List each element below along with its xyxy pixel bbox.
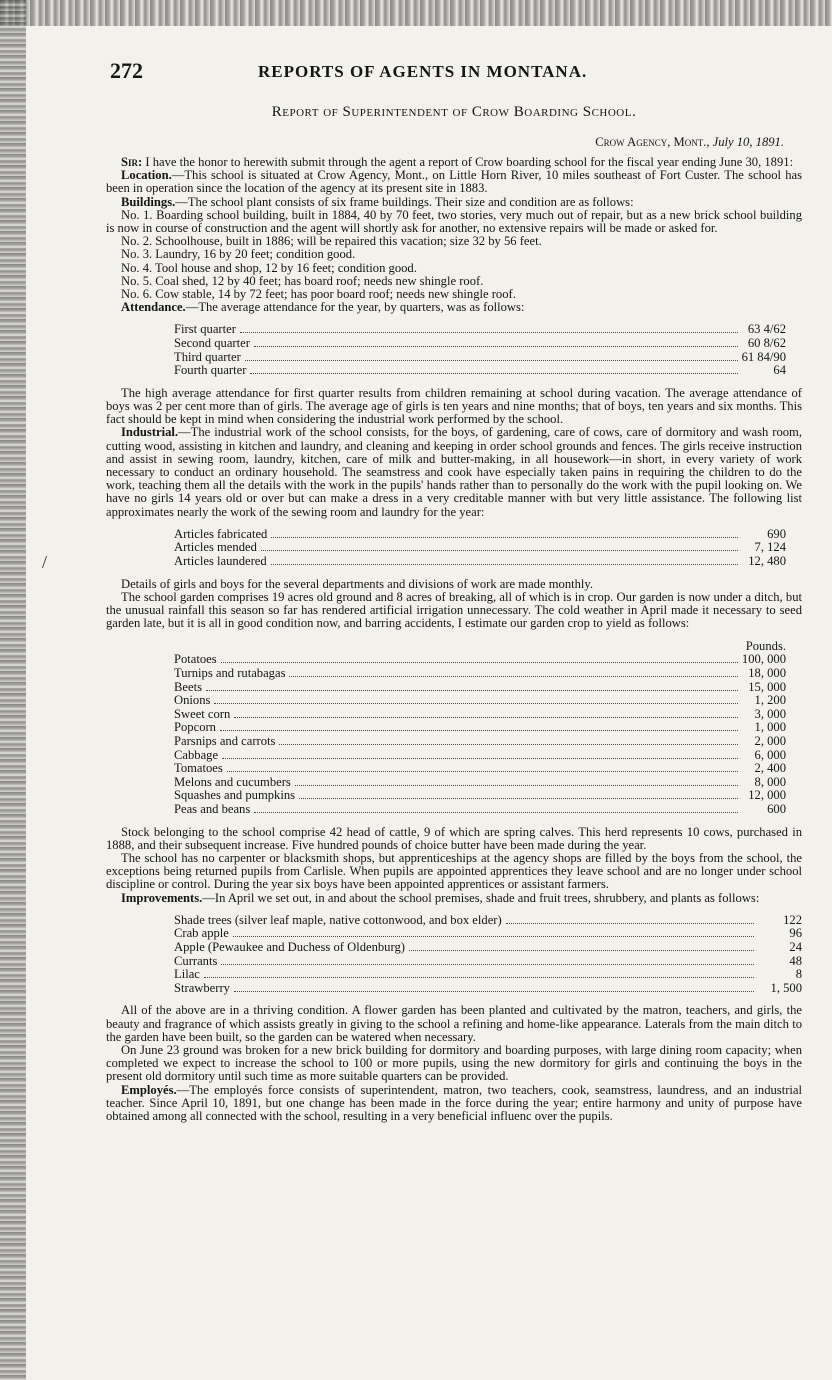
table-row: Parsnips and carrots 2, 000 [174,734,786,748]
location-heading: Location. [121,168,172,183]
unit-label: Pounds. [745,639,786,654]
attendance-notes: The high average attendance for first quarter results from children remaining at school during vacation. The average attendance of boys was 2 per cent more than of girls. The average age of girls is ten years and nine months; that of boys, ten years and six months. This fact should be kept in mind when considering the industrial work performed by the school. [106,385,802,427]
table-row: Tomatoes 2, 400 [174,761,786,776]
table-row: Popcorn 1, 000 [174,720,786,735]
scan-top-edge [0,0,832,26]
employes-paragraph: Employés.—The employés force consists of superintendent, matron, two teachers, cook, seamstress, laundress, and an industrial teacher. Since April 10, 1891, but one change has been made in the force during the year; entire harmony and unity of purpose have obtained among all connected with the school, resulting in a very beneficial influenc over the pupils. [106,1082,802,1123]
list-item: No. 2. Schoolhouse, built in 1886; will be repaired this vacation; size 32 by 56 feet. [121,234,542,249]
table-row: Turnips and rutabagas 18, 000 [174,666,786,681]
table-row: Peas and beans 600 [174,801,786,816]
table-row: First quarter 63 4/62 [174,322,786,337]
table-row: Articles fabricated 690 [174,526,786,541]
thriving-paragraph: All of the above are in a thriving condition. A flower garden has been planted and cultivated by the matron, teachers, and girls, the beauty and fragrance of which assists greatly in giving to the school a refining and home-like appearance. Laterals from the main ditch to the garden have been built, so the garden can be watered when necessary. [106,1003,802,1044]
intro-paragraph: Sir: I have the honor to herewith submit through the agent a report of Crow boarding school for the fiscal year ending June 30, 1891: [121,155,794,169]
margin-mark: / [42,552,48,572]
shops-paragraph: The school has no carpenter or blacksmith shops, but apprenticeships at the agency shops are filled by the boys from the school, the exceptions being returned pupils from Carlisle. When pupils are appointed apprentices they leave school and are no longer under school discipline or control. During the year six boys have been appointed apprentices or assistant farmers. [106,850,802,892]
list-item: No. 1. Boarding school building, built in 1884, 40 by 70 feet, two stories, very much out of repair, but as a new brick school building is now in course of construction and the agent will shortly ask for another, no extensive repairs will be made or asked for. [106,207,802,236]
improvements-paragraph: Improvements.—In April we set out, in and about the school premises, shade and fruit trees, shrubbery, and plants as follows: [121,890,760,905]
attendance-paragraph: Attendance.—The average attendance for the year, by quarters, was as follows: [121,300,525,315]
garden-crop-table [174,639,786,816]
table-row: Crab apple 96 [174,926,802,941]
document-page [106,58,802,1123]
dateline [106,135,784,150]
brick-building-paragraph: On June 23 ground was broken for a new brick building for dormitory and boarding purposes, with large dining room capacity; when completed we expect to increase the school to 100 or more pupils, using the new dormitory for girls and continuing the boys in the present old dormitory until such time as more suitable quarters can be provided. [106,1042,802,1084]
dateline-date: July 10, 1891. [712,135,784,149]
table-row: Shade trees (silver leaf maple, native cottonwood, and box elder) 122 [174,912,802,927]
employes-heading: Employés. [121,1082,177,1097]
buildings-paragraph: Buildings.—The school plant consists of six frame buildings. Their size and condition are as follows: [121,194,634,209]
table-row: Cabbage 6, 000 [174,747,786,762]
table-row: Melons and cucumbers 8, 000 [174,774,786,789]
table-row: Fourth quarter 64 [174,363,786,378]
attendance-table [174,323,786,377]
buildings-heading: Buildings. [121,194,176,209]
table-row: Second quarter 60 8/62 [174,336,786,351]
report-title: Report of Superintendent of Crow Boarding School. [271,104,637,120]
table-row: Currants 48 [174,953,802,968]
list-item: No. 5. Coal shed, 12 by 40 feet; has board roof; needs new shingle roof. [121,273,484,288]
table-row: Lilac 8 [174,967,802,982]
table-row: Sweet corn 3, 000 [174,706,786,721]
table-row: Articles laundered 12, 480 [174,554,786,569]
list-item: No. 4. Tool house and shop, 12 by 16 feet; condition good. [121,260,417,275]
dateline-place: Crow Agency, Mont., [595,135,710,149]
table-row: Potatoes 100, 000 [174,652,786,667]
stock-paragraph: Stock belonging to the school comprise 42 head of cattle, 9 of which are spring calves. This herd represents 10 cows, purchased in 1888, and their subsequent increase. Five hundred pounds of choice butter have been made during the year. [106,824,802,852]
details-paragraph: Details of girls and boys for the several departments and divisions of work are made monthly. [121,576,594,591]
table-row: Apple (Pewaukee and Duchess of Oldenburg) 24 [174,939,802,954]
salutation: Sir: [121,155,143,169]
improvements-heading: Improvements. [121,890,203,905]
attendance-heading: Attendance. [121,300,186,315]
table-row: Squashes and pumpkins 12, 000 [174,788,786,803]
industrial-heading: Industrial. [121,425,179,440]
table-row: Articles mended 7, 124 [174,540,786,555]
report-body [106,156,802,1123]
table-row: Beets 15, 000 [174,679,786,694]
table-row: Strawberry 1, 500 [174,980,802,995]
page-number: 272 [110,58,143,83]
buildings-list [106,209,802,301]
table-row: Third quarter 61 84/90 [174,349,786,364]
scan-binding-edge [0,0,26,1380]
sewing-laundry-table [174,528,786,569]
plantings-table [174,914,802,996]
list-item: No. 6. Cow stable, 14 by 72 feet; has poor board roof; needs new shingle roof. [121,287,516,302]
running-head: REPORTS OF AGENTS IN MONTANA. [258,62,588,81]
list-item: No. 3. Laundry, 16 by 20 feet; condition good. [121,247,356,262]
industrial-paragraph: Industrial.—The industrial work of the school consists, for the boys, of gardening, care of cows, care of dormitory and wash room, cutting wood, assisting in kitchen and laundry, and cleaning and keeping in order school grounds and fences. The girls receive instruction and assist in sewing room, laundry, kitchen, care of milk and butter-making, in all housework—in short, in every variety of work necessary to conduct an ordinary household. The seamstress and cook have especially taken pains in requiring the children to do the work, teaching them all the details with the work in the pupils' hands rather than to personally do the work with the pupil looking on. We have no girls 14 years old or over but can make a dress in a very creditable manner with but very little assistance. The following list approximates nearly the work of the sewing room and laundry for the year: [106,425,802,519]
table-row: Onions 1, 200 [174,693,786,708]
location-paragraph: Location.—This school is situated at Crow Agency, Mont., on Little Horn River, 10 miles southeast of Fort Custer. The school has been in operation since the location of the agency at its present site in 1883. [106,168,802,196]
garden-paragraph: The school garden comprises 19 acres old ground and 8 acres of breaking, all of which is in crop. Our garden is now under a ditch, but the unusual rainfall this season so far has rendered artificial irrigation unnecessary. The cold weather in April made it necessary to seed garden late, but it is all in good condition now, and barring accidents, I estimate our garden crop to yield as follows: [106,589,802,631]
page-header [106,58,802,88]
